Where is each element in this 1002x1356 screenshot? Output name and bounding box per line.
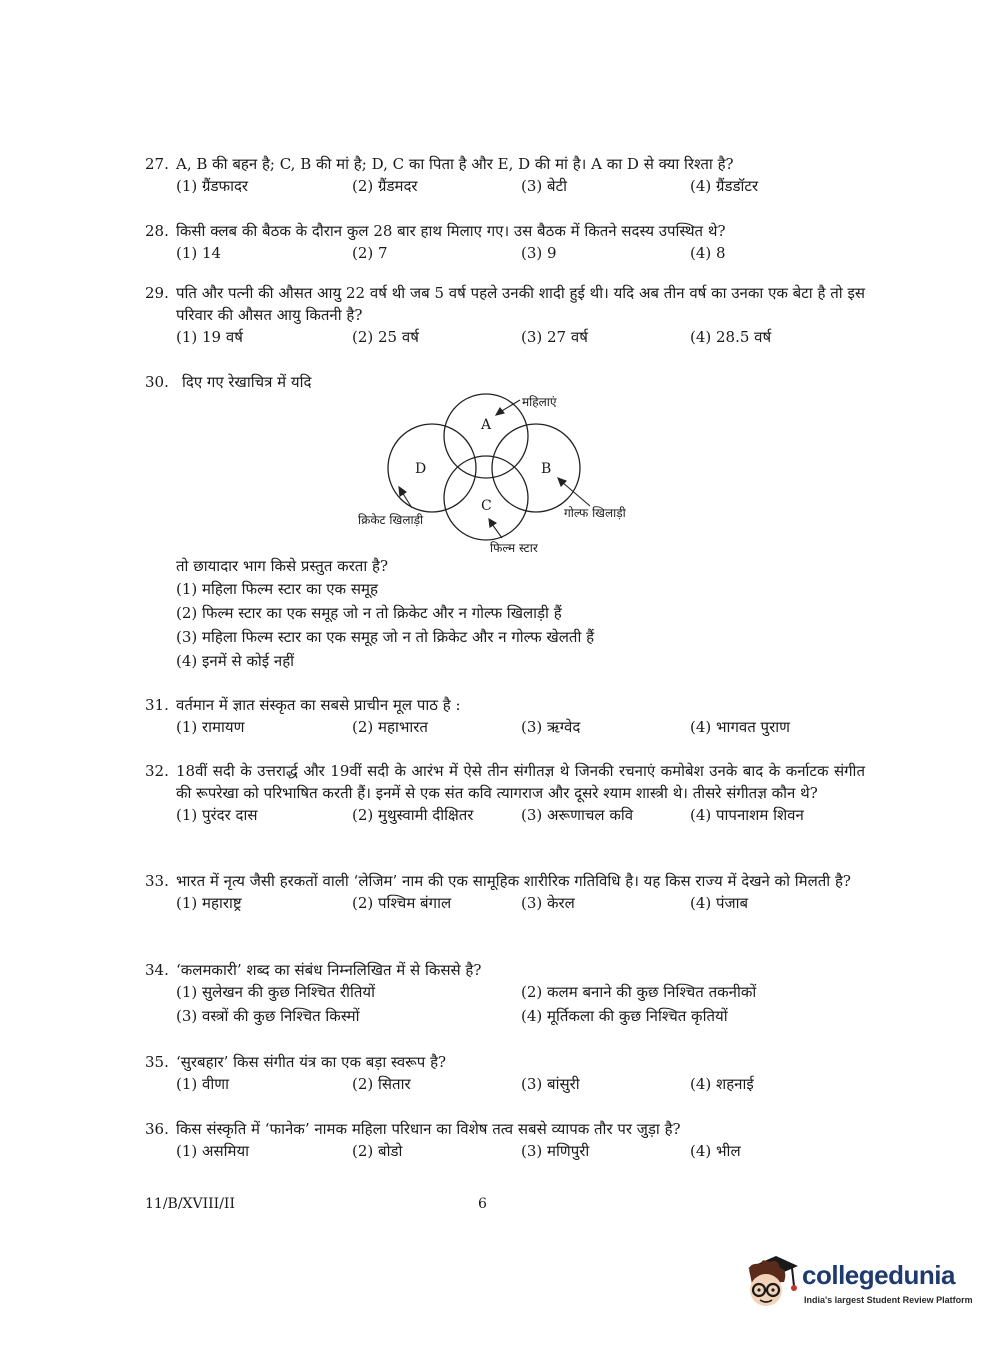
option-3[interactable]: (3) 9 xyxy=(521,244,557,262)
option-2[interactable]: (2) फिल्म स्टार का एक समूह जो न तो क्रिकेट और न गोल्फ खिलाड़ी हैं xyxy=(176,604,562,622)
option-2[interactable]: (2) कलम बनाने की कुछ निश्चित तकनीकों xyxy=(521,983,757,1001)
question-35 xyxy=(145,1051,865,1097)
option-4[interactable]: (4) मूर्तिकला की कुछ निश्चित कृतियों xyxy=(521,1007,728,1025)
option-3[interactable]: (3) 27 वर्ष xyxy=(521,328,588,346)
logo-wordmark: collegedunia xyxy=(802,1260,955,1290)
option-1[interactable]: (1) रामायण xyxy=(176,718,245,736)
circle-a xyxy=(444,394,528,478)
option-3[interactable]: (3) मणिपुरी xyxy=(521,1142,590,1160)
question-text: ‘कलमकारी’ शब्द का संबंध निम्नलिखित में से किससे है? xyxy=(176,961,482,979)
option-4[interactable]: (4) इनमें से कोई नहीं xyxy=(176,652,295,670)
options-row-2 xyxy=(176,1005,865,1029)
collegedunia-logo[interactable] xyxy=(742,1252,972,1316)
question-text: किसी क्लब की बैठक के दौरान कुल 28 बार हाथ मिलाए गए। उस बैठक में कितने सदस्य उपस्थित थे? xyxy=(176,222,726,240)
logo-tagline: India's largest Student Review Platform xyxy=(804,1295,973,1305)
question-text: A, B की बहन है; C, B की मां है; D, C का पिता है और E, D की मां है। A का D से क्या रिश्ता है? xyxy=(176,155,734,173)
label-golf: गोल्फ खिलाड़ी xyxy=(564,506,626,520)
options-row xyxy=(176,242,865,266)
option-1[interactable]: (1) पुरंदर दास xyxy=(176,806,258,824)
letter-d: D xyxy=(415,461,427,477)
options-row xyxy=(176,326,865,350)
letter-a: A xyxy=(481,417,492,433)
question-number: 32. xyxy=(145,762,169,780)
mascot-icon xyxy=(742,1252,800,1312)
label-women: महिलाएं xyxy=(522,395,557,409)
option-1[interactable]: (1) असमिया xyxy=(176,1142,250,1160)
options-row-1 xyxy=(176,981,865,1005)
option-2[interactable]: (2) मुथुस्वामी दीक्षितर xyxy=(352,806,474,824)
question-text: भारत में नृत्य जैसी हरकतों वाली ‘लेजिम’ नाम की एक सामूहिक शारीरिक गतिविधि है। यह किस राज्य में देखने को मिलती है? xyxy=(176,872,851,890)
option-4[interactable]: (4) भागवत पुराण xyxy=(690,718,790,736)
question-29 xyxy=(145,282,865,350)
options-row xyxy=(176,716,865,740)
page-number: 6 xyxy=(478,1196,487,1212)
question-text: दिए गए रेखाचित्र में यदि xyxy=(182,373,312,391)
option-1[interactable]: (1) सुलेखन की कुछ निश्चित रीतियों xyxy=(176,983,376,1001)
arrow-film xyxy=(492,524,502,538)
option-3[interactable]: (3) वस्त्रों की कुछ निश्चित किस्मों xyxy=(176,1007,360,1025)
option-3[interactable]: (3) अरूणाचल कवि xyxy=(521,806,634,824)
option-3[interactable]: (3) महिला फिल्म स्टार का एक समूह जो न तो क्रिकेट और न गोल्फ खेलती हैं xyxy=(176,628,595,646)
options-row xyxy=(176,1073,865,1097)
option-2[interactable]: (2) 7 xyxy=(352,244,388,262)
option-3[interactable]: (3) ऋग्वेद xyxy=(521,718,581,736)
question-28 xyxy=(145,220,865,266)
question-36 xyxy=(145,1118,865,1164)
option-4[interactable]: (4) पापनाशम शिवन xyxy=(690,806,804,824)
question-text: किस संस्कृति में ‘फानेक’ नामक महिला परिधान का विशेष तत्व सबसे व्यापक तौर पर जुड़ा है? xyxy=(176,1120,681,1138)
circle-b xyxy=(492,424,580,512)
option-4[interactable]: (4) पंजाब xyxy=(690,894,749,912)
options-row xyxy=(176,175,865,199)
letter-b: B xyxy=(541,461,552,477)
option-1[interactable]: (1) ग्रैंडफादर xyxy=(176,177,249,195)
option-4[interactable]: (4) 28.5 वर्ष xyxy=(690,328,772,346)
letter-c: C xyxy=(481,498,492,514)
question-number: 31. xyxy=(145,696,169,714)
question-text: 18वीं सदी के उत्तरार्द्ध और 19वीं सदी के आरंभ में ऐसे तीन संगीतज्ञ थे जिनकी रचनाएं कमोबेश उनके बाद के कर्नाटक संगीत की रूपरेखा को परिभाषित करती हैं। इनमें से एक संत कवि त्यागराज और दूसरे श्याम शास्त्री थे। तीसरे संगीतज्ञ कौन थे? xyxy=(176,762,865,802)
option-1[interactable]: (1) महाराष्ट्र xyxy=(176,894,242,912)
question-text: वर्तमान में ज्ञात संस्कृत का सबसे प्राचीन मूल पाठ है : xyxy=(176,696,461,714)
label-cricket: क्रिकेट खिलाड़ी xyxy=(358,513,424,527)
options-row xyxy=(176,892,865,916)
circle-d xyxy=(388,424,476,512)
question-34 xyxy=(145,959,865,1029)
question-number: 28. xyxy=(145,222,169,240)
option-2[interactable]: (2) ग्रैंडमदर xyxy=(352,177,418,195)
options-row xyxy=(176,804,865,828)
question-27 xyxy=(145,153,865,199)
question-30-options xyxy=(145,555,865,673)
question-text: पति और पत्नी की औसत आयु 22 वर्ष थी जब 5 वर्ष पहले उनकी शादी हुई थी। यदि अब तीन वर्ष का उनका एक बेटा है तो इस परिवार की औसत आयु कितनी है? xyxy=(176,284,865,324)
option-1[interactable]: (1) महिला फिल्म स्टार का एक समूह xyxy=(176,580,378,598)
option-1[interactable]: (1) 14 xyxy=(176,244,222,262)
question-number: 36. xyxy=(145,1120,169,1138)
option-3[interactable]: (3) केरल xyxy=(521,894,575,912)
option-3[interactable]: (3) बेटी xyxy=(521,177,568,195)
label-film: फिल्म स्टार xyxy=(490,541,538,555)
option-2[interactable]: (2) महाभारत xyxy=(352,718,428,736)
footer-code: 11/B/XVIII/II xyxy=(145,1196,235,1212)
question-31 xyxy=(145,694,865,740)
question-text-continued: तो छायादार भाग किसे प्रस्तुत करता है? xyxy=(176,557,389,575)
option-2[interactable]: (2) पश्चिम बंगाल xyxy=(352,894,452,912)
question-text: ‘सुरबहार’ किस संगीत यंत्र का एक बड़ा स्वरूप है? xyxy=(176,1053,447,1071)
option-2[interactable]: (2) बोडो xyxy=(352,1142,403,1160)
arrow-cricket xyxy=(402,492,412,508)
question-number: 29. xyxy=(145,284,169,302)
option-2[interactable]: (2) 25 वर्ष xyxy=(352,328,419,346)
question-number: 35. xyxy=(145,1053,169,1071)
option-4[interactable]: (4) ग्रैंडडॉटर xyxy=(690,177,759,195)
option-3[interactable]: (3) बांसुरी xyxy=(521,1075,580,1093)
question-number: 33. xyxy=(145,872,169,890)
option-2[interactable]: (2) सितार xyxy=(352,1075,411,1093)
options-list xyxy=(176,577,865,673)
question-32 xyxy=(145,760,865,828)
option-4[interactable]: (4) भील xyxy=(690,1142,741,1160)
question-number: 30. xyxy=(145,373,169,391)
option-1[interactable]: (1) 19 वर्ष xyxy=(176,328,243,346)
option-1[interactable]: (1) वीणा xyxy=(176,1075,229,1093)
question-33 xyxy=(145,870,865,916)
options-row xyxy=(176,1140,865,1164)
option-4[interactable]: (4) शहनाई xyxy=(690,1075,754,1093)
venn-diagram xyxy=(350,386,660,558)
question-number: 34. xyxy=(145,961,169,979)
question-number: 27. xyxy=(145,155,169,173)
option-4[interactable]: (4) 8 xyxy=(690,244,726,262)
